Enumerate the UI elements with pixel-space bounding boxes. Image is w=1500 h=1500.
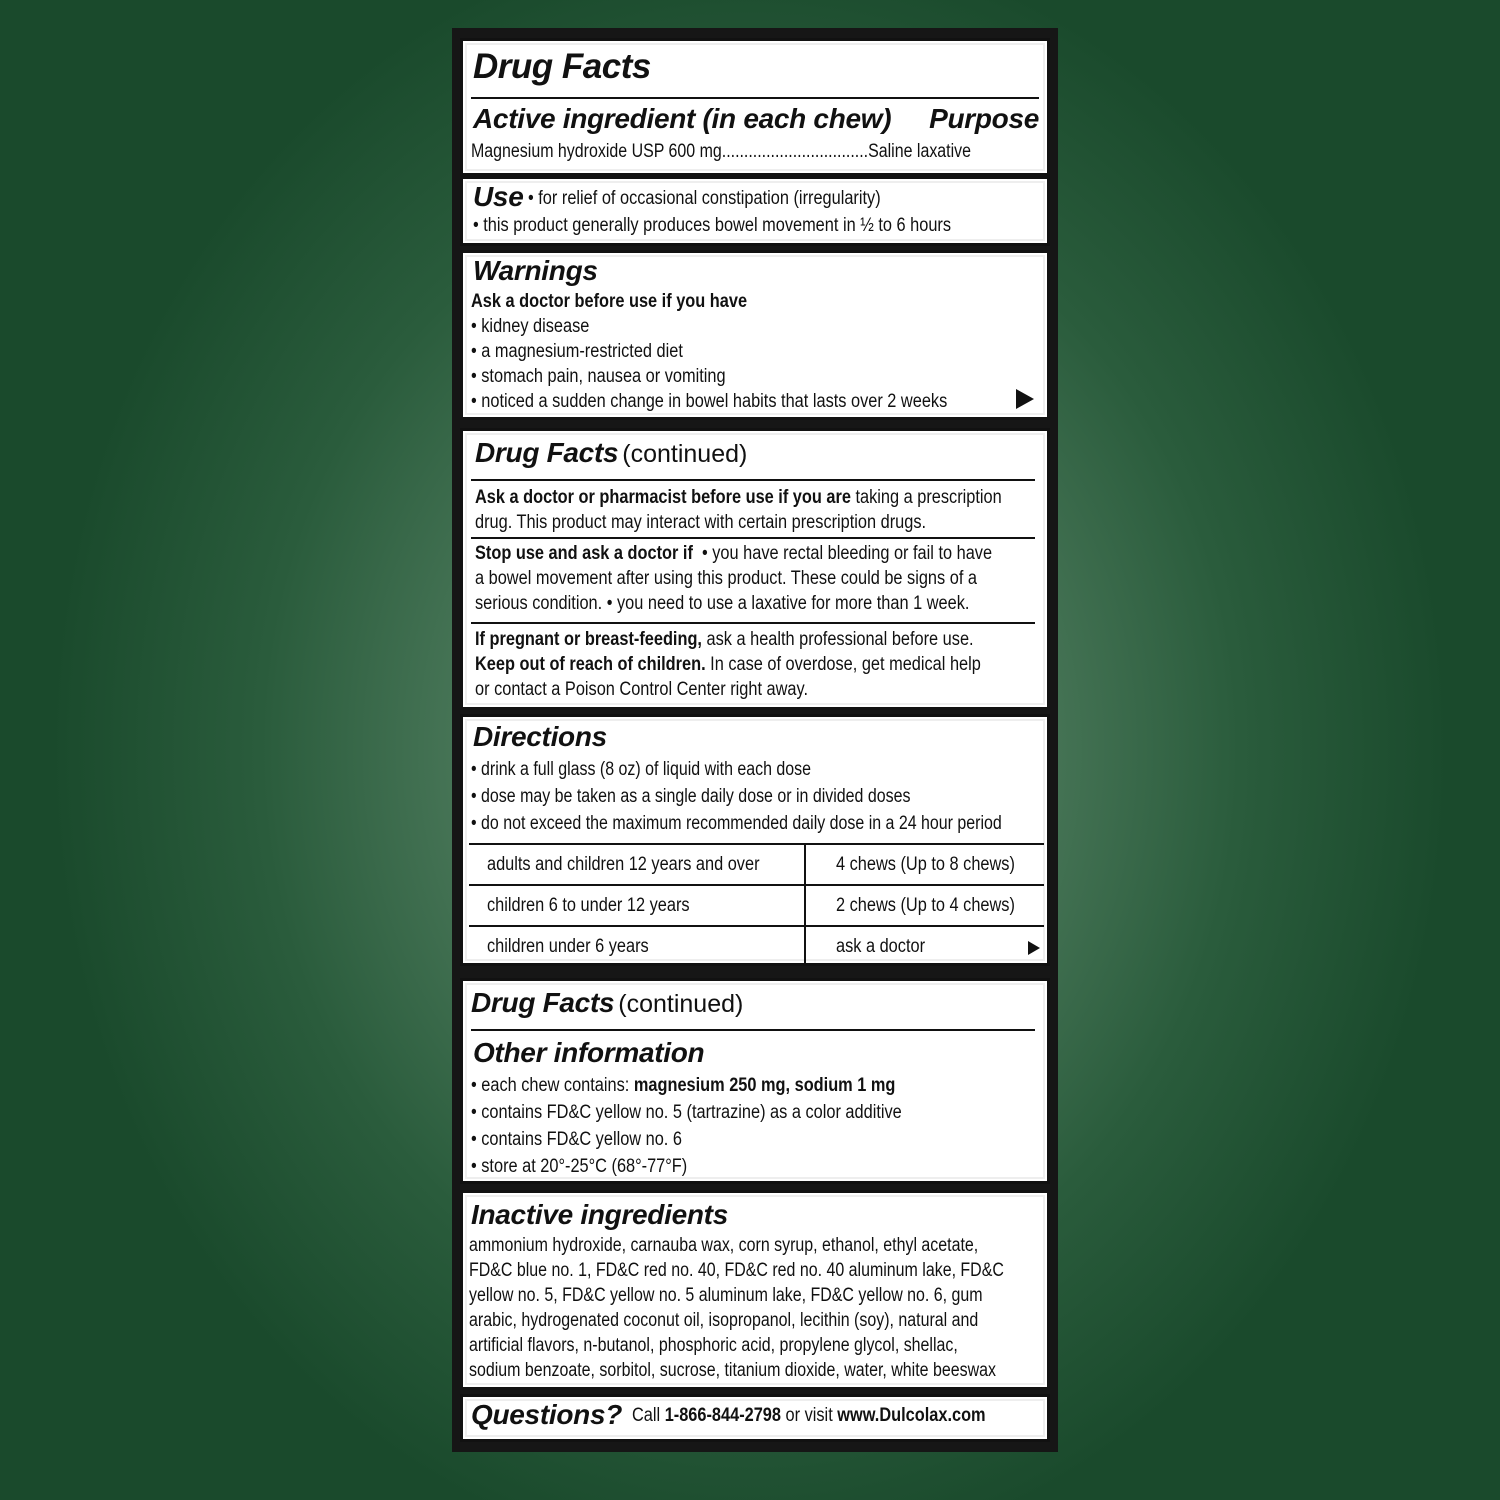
direction-item: do not exceed the maximum recommended daily dose in a 24 hour period	[481, 813, 1002, 834]
other-information-heading: Other information	[473, 1037, 705, 1068]
continued-divider	[471, 479, 1035, 481]
active-ingredient-name: Magnesium hydroxide USP 600 mg	[471, 141, 722, 162]
continued-title-1: Drug Facts (continued)	[475, 437, 748, 468]
warnings-box	[460, 250, 1050, 420]
direction-item: dose may be taken as a single daily dose or in divided doses	[481, 786, 911, 807]
other-info-item: contains FD&C yellow no. 5 (tartrazine) as a color additive	[481, 1102, 902, 1123]
table-row: children 6 to under 12 years 2 chews (Up to 4 chews)	[469, 885, 1044, 926]
active-ingredient-heading: Active ingredient (in each chew)	[473, 103, 892, 134]
warnings-heading: Warnings	[473, 255, 598, 286]
warnings-list: • kidney disease • a magnesium-restricted diet • stomach pain, nausea or vomiting • noticed a sudden change in bowel habits that lasts over 2 weeks	[471, 316, 948, 412]
directions-heading: Directions	[473, 721, 607, 752]
table-row: children under 6 years ask a doctor	[469, 926, 1044, 966]
drug-facts-continued-box-2	[460, 978, 1050, 1184]
drug-facts-title: Drug Facts	[473, 47, 651, 86]
drug-facts-continued-box-1	[460, 428, 1050, 710]
drug-facts-label	[452, 28, 1058, 1452]
inactive-ingredients-heading: Inactive ingredients	[471, 1199, 728, 1230]
use-item-2: this product generally produces bowel movement in ½ to 6 hours	[483, 215, 952, 236]
directions-list: • drink a full glass (8 oz) of liquid with each dose • dose may be taken as a single daily dose or in divided doses • do not exceed the maximum recommended daily dose in a 24 hour period	[471, 759, 1002, 834]
table-row: adults and children 12 years and over 4 chews (Up to 8 chews)	[469, 844, 1044, 885]
section-divider	[471, 537, 1035, 539]
purpose-value: Saline laxative	[868, 141, 972, 162]
other-info-item: contains FD&C yellow no. 6	[481, 1129, 682, 1150]
leader-dots: .................................	[721, 141, 869, 162]
other-information-list: • each chew contains: magnesium 250 mg, sodium 1 mg • contains FD&C yellow no. 5 (tartrazine) as a color additive • contains FD&C yellow no. 6 • store at 20°-25°C (68°-77°F)	[471, 1075, 902, 1177]
inactive-ingredients-box	[460, 1190, 1050, 1390]
questions-heading: Questions?	[471, 1399, 623, 1430]
dosage-table	[469, 843, 1044, 966]
use-line-2: • this product generally produces bowel movement in ½ to 6 hours	[473, 215, 952, 236]
use-heading: Use	[473, 181, 524, 212]
pharmacist-warning: Ask a doctor or pharmacist before use if you are taking a prescription drug. This product may interact with certain prescription drugs.	[475, 487, 1002, 533]
drug-facts-header-box	[460, 38, 1050, 176]
warning-item: stomach pain, nausea or vomiting	[481, 366, 726, 387]
phone-number: 1-866-844-2798	[665, 1405, 782, 1426]
inactive-ingredients-text: ammonium hydroxide, carnauba wax, corn syrup, ethanol, ethyl acetate, FD&C blue no. 1, FD&C red no. 40, FD&C red no. 40 aluminum lake, FD&C yellow no. 5, FD&C yellow no. 5 aluminum lake, FD&C yellow no. 6, gum arabic, hydrogenated coconut oil, isopropanol, lecithin (soy), natural and artificial flavors, n-butanol, phosphoric acid, propylene glycol, shellac, sodium benzoate, sorbitol, sucrose, titanium dioxide, water, white beeswax	[469, 1235, 1004, 1381]
purpose-heading: Purpose	[929, 103, 1039, 134]
directions-box	[460, 714, 1050, 966]
use-box	[460, 176, 1050, 246]
website-url: www.Dulcolax.com	[837, 1405, 987, 1426]
active-ingredient-row	[471, 139, 1043, 164]
use-line-1: Use • for relief of occasional constipation (irregularity)	[473, 181, 881, 212]
other-info-item: store at 20°-25°C (68°-77°F)	[481, 1156, 688, 1177]
section-divider	[471, 622, 1035, 624]
continue-arrow-icon	[1016, 389, 1034, 409]
questions-line: Questions? Call 1-866-844-2798 or visit www.Dulcolax.com	[471, 1399, 987, 1430]
continued-divider	[471, 1029, 1035, 1031]
title-divider	[471, 97, 1039, 99]
use-item-1: for relief of occasional constipation (irregularity)	[538, 188, 881, 209]
questions-box	[460, 1394, 1050, 1442]
pregnancy-and-children-warning: If pregnant or breast-feeding, ask a health professional before use. Keep out of reach of children. In case of overdose, get medical help or contact a Poison Control Center right away.	[475, 629, 981, 700]
warnings-ask-doctor: Ask a doctor before use if you have	[471, 291, 748, 312]
stop-use-warning: Stop use and ask a doctor if • you have rectal bleeding or fail to have a bowel movement after using this product. These could be signs of a serious condition. • you need to use a laxative for more than 1 week.	[475, 543, 993, 614]
warning-item: noticed a sudden change in bowel habits that lasts over 2 weeks	[481, 391, 948, 412]
direction-item: drink a full glass (8 oz) of liquid with each dose	[481, 759, 812, 780]
warning-item: a magnesium-restricted diet	[481, 341, 683, 362]
continue-arrow-icon	[1028, 941, 1040, 955]
warning-item: kidney disease	[481, 316, 590, 337]
continued-title-2: Drug Facts (continued)	[471, 987, 744, 1018]
